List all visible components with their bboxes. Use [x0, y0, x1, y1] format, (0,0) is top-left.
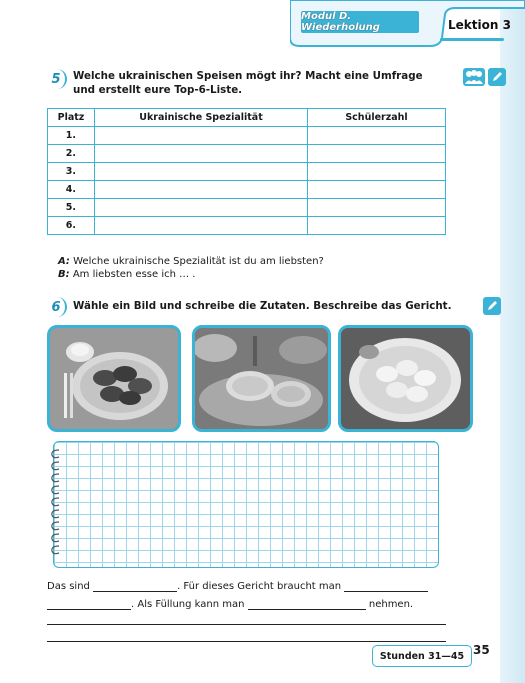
- writing-line[interactable]: [47, 641, 446, 642]
- table-row: [48, 217, 446, 235]
- page-number: 35: [473, 643, 490, 657]
- dialog-line-b: [58, 268, 195, 282]
- blank-dish-name[interactable]: [93, 580, 177, 592]
- lesson-underline: [440, 38, 504, 41]
- task-number-6: 6: [45, 295, 67, 319]
- table-row: [48, 163, 446, 181]
- blank-ingredients[interactable]: [344, 580, 428, 592]
- count-cell[interactable]: [308, 199, 446, 217]
- table-row: [48, 181, 446, 199]
- grid-writing-area[interactable]: [53, 441, 439, 568]
- writing-pencil-icon: [483, 297, 501, 315]
- hours-label: Stunden 31—45: [372, 645, 472, 667]
- dialog-line-a: [58, 255, 324, 269]
- row-number: 6.: [48, 217, 95, 235]
- sentence-2-end: nehmen.: [368, 599, 414, 610]
- count-cell[interactable]: [308, 127, 446, 145]
- column-header-platz: Platz: [48, 109, 95, 127]
- table-row: [48, 127, 446, 145]
- row-number: 2.: [48, 145, 95, 163]
- specialty-cell[interactable]: [95, 163, 308, 181]
- column-header-student-count: Schülerzahl: [308, 109, 446, 127]
- table-row: [48, 145, 446, 163]
- lesson-label: Lektion 3: [448, 18, 511, 32]
- speaker-a: A:: [58, 256, 70, 267]
- row-number: 5.: [48, 199, 95, 217]
- task-number-5: 5: [45, 67, 67, 91]
- count-cell[interactable]: [308, 217, 446, 235]
- table-row: [48, 199, 446, 217]
- sentence-line-2: [47, 598, 413, 610]
- count-cell[interactable]: [308, 145, 446, 163]
- photo-cabbage-rolls[interactable]: [192, 325, 331, 432]
- photo-dumplings[interactable]: [338, 325, 473, 432]
- blank-filling[interactable]: [248, 598, 366, 610]
- dialog-text-a: Welche ukrainische Spezialität ist du am liebsten?: [73, 256, 324, 267]
- specialty-cell[interactable]: [95, 127, 308, 145]
- photo-potato-pancakes[interactable]: [47, 325, 181, 432]
- specialty-cell[interactable]: [95, 199, 308, 217]
- speaker-b: B:: [58, 269, 70, 280]
- specialty-cell[interactable]: [95, 145, 308, 163]
- row-number: 4.: [48, 181, 95, 199]
- page-edge-strip: [500, 0, 525, 683]
- sentence-1-middle: . Für dieses Gericht braucht man: [177, 581, 342, 592]
- survey-table: [47, 108, 446, 235]
- column-header-specialty: Ukrainische Spezialität: [95, 109, 308, 127]
- blank-ingredients-cont[interactable]: [47, 598, 131, 610]
- row-number: 3.: [48, 163, 95, 181]
- notebook-rings: [49, 446, 63, 566]
- sentence-1-start: Das sind: [47, 581, 90, 592]
- row-number: 1.: [48, 127, 95, 145]
- task6-instruction: Wähle ein Bild und schreibe die Zutaten. Beschreibe das Gericht.: [73, 300, 452, 312]
- sentence-2-middle: . Als Füllung kann man: [131, 599, 245, 610]
- group-work-icon: [463, 68, 485, 86]
- specialty-cell[interactable]: [95, 181, 308, 199]
- module-label: Modul D. Wiederholung: [301, 11, 419, 33]
- specialty-cell[interactable]: [95, 217, 308, 235]
- writing-pencil-icon: [488, 68, 506, 86]
- count-cell[interactable]: [308, 181, 446, 199]
- writing-line[interactable]: [47, 624, 446, 625]
- sentence-line-1: [47, 580, 428, 592]
- count-cell[interactable]: [308, 163, 446, 181]
- task5-instruction: Welche ukrainischen Speisen mögt ihr? Macht eine Umfrage und erstellt eure Top-6-Liste.: [73, 70, 423, 96]
- dialog-text-b: Am liebsten esse ich … .: [72, 269, 196, 280]
